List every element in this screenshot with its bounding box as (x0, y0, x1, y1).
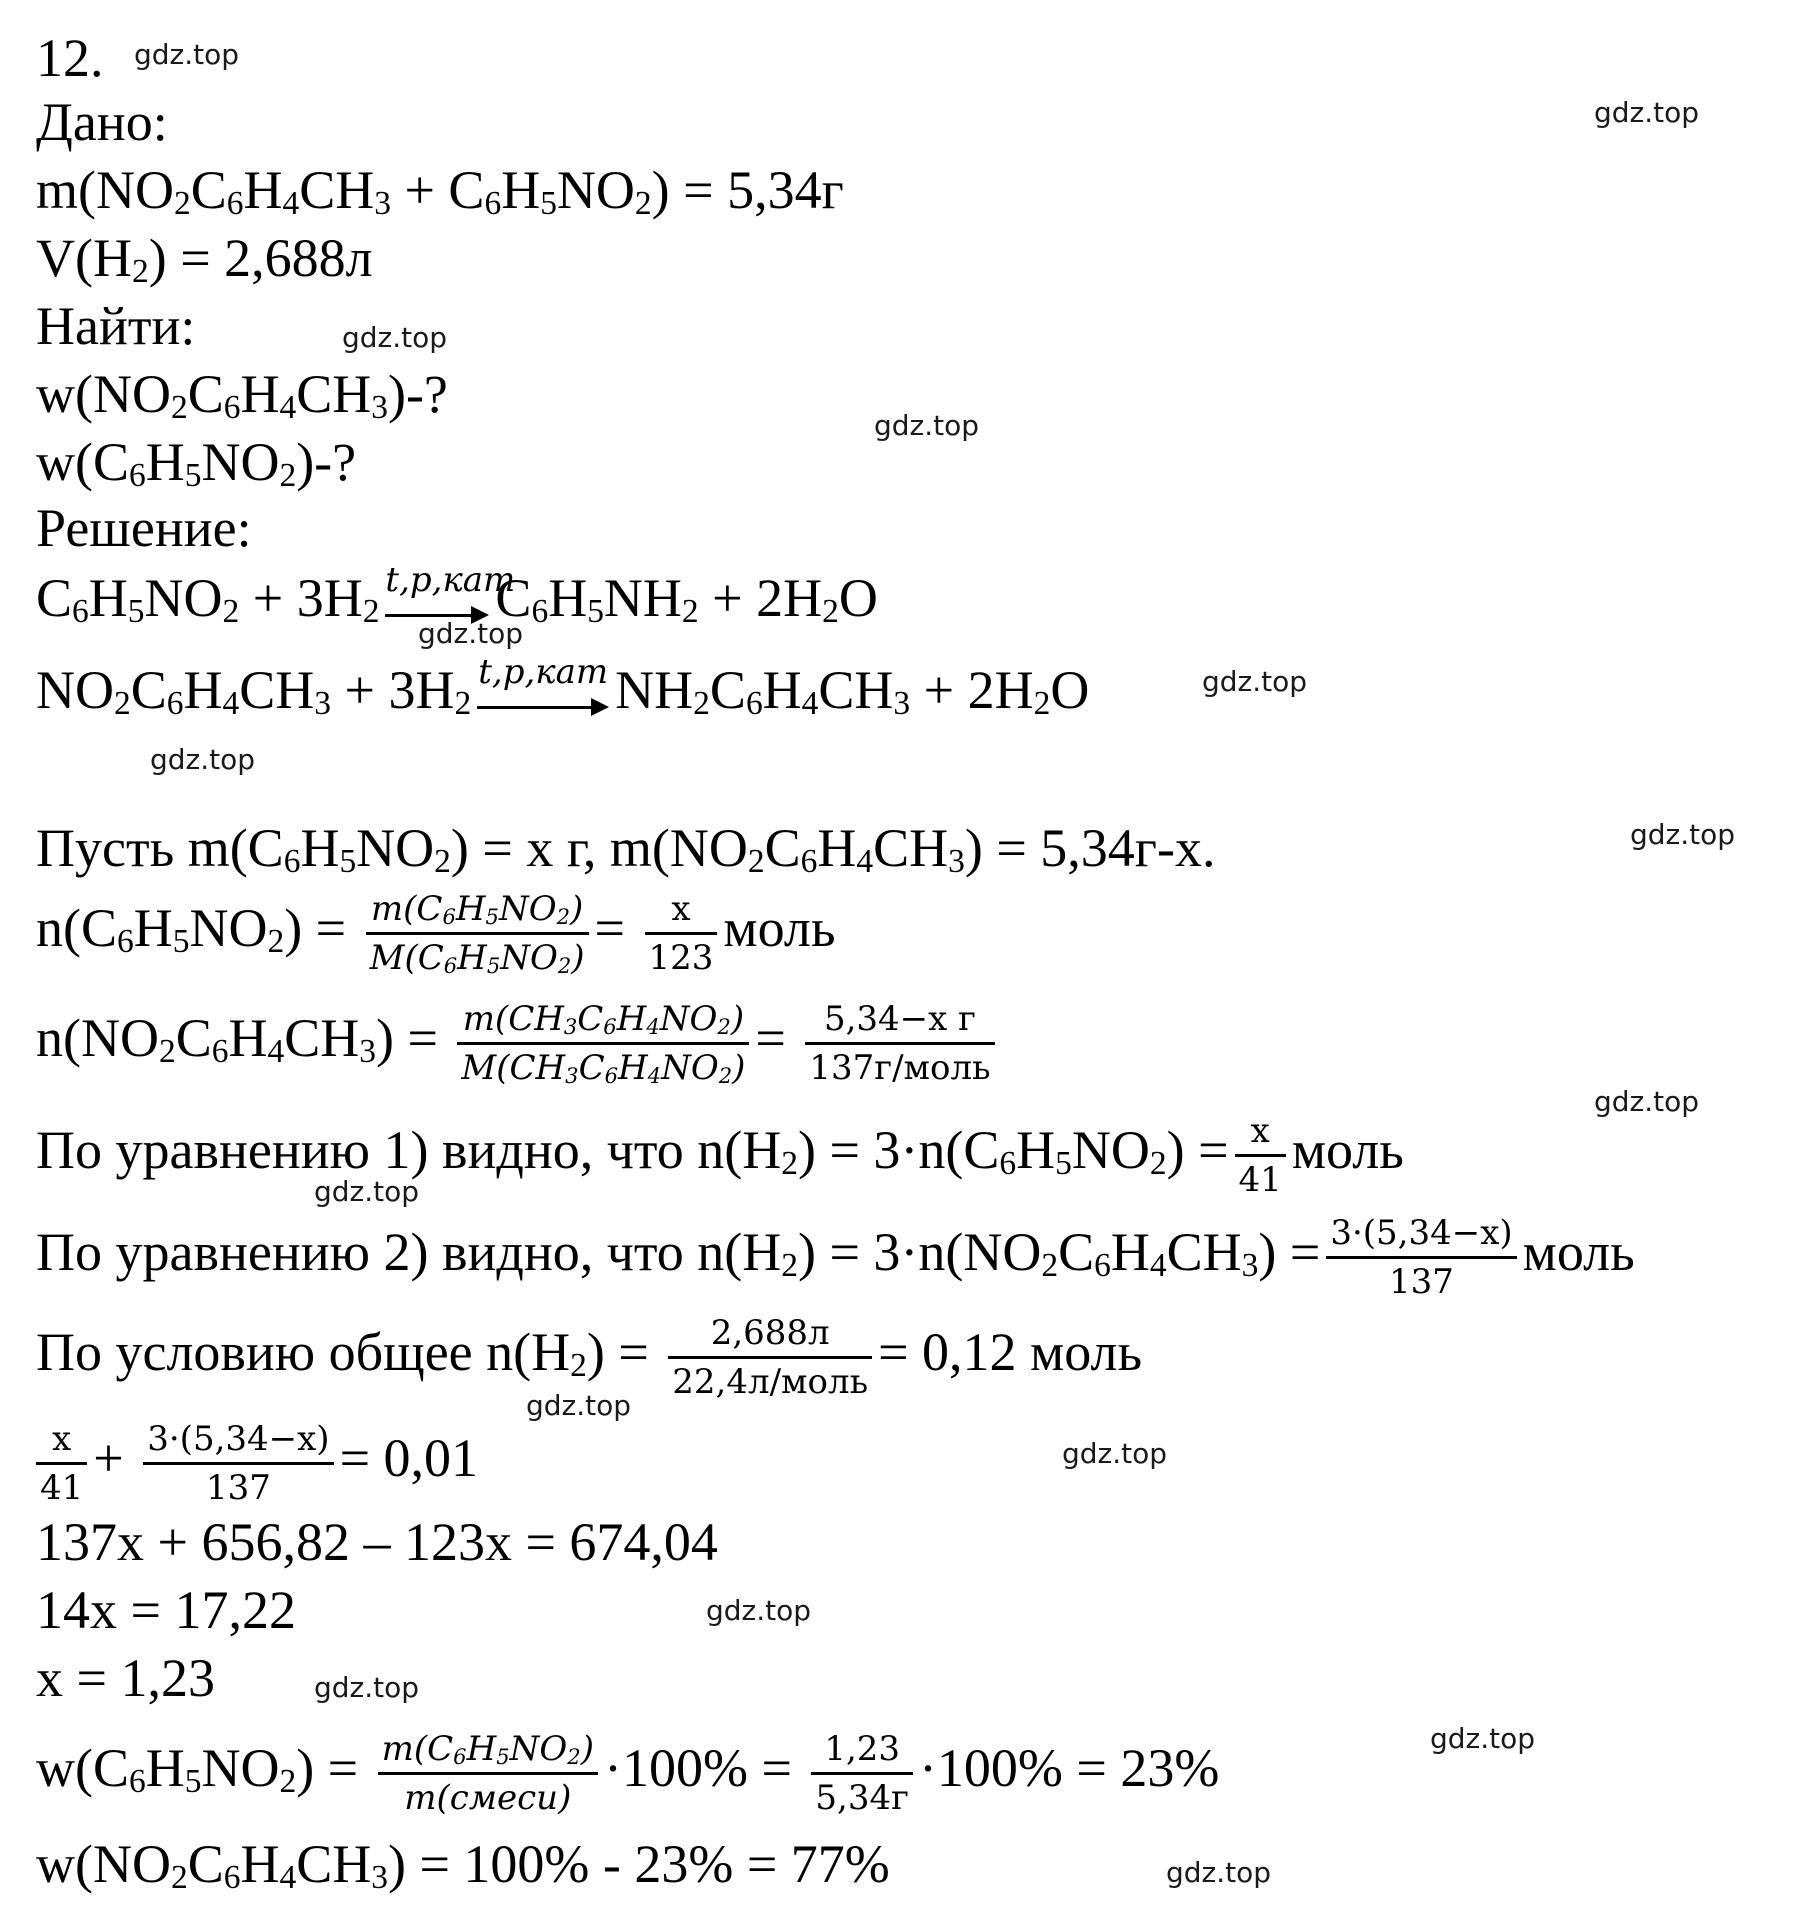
fraction: $\frac{x}{41}$ (36, 1416, 87, 1511)
problem-number: 12. (36, 28, 104, 88)
fraction: $\frac{\text{5,34−x г}}{\text{137г/моль}}$ (805, 996, 994, 1091)
watermark: gdz.top (150, 743, 256, 776)
solution-heading: Решение: (36, 498, 252, 558)
fraction: $\frac{2,688л}{\text{22,4л/моль}}$ (668, 1310, 872, 1405)
plus-sign: + (93, 1427, 124, 1488)
watermark: gdz.top (1594, 96, 1700, 129)
reaction-condition: t,p,кат (478, 652, 609, 692)
w1-result: ·100% = 23% (918, 1737, 1220, 1798)
reaction-left: $C_6H_5NO_2 + 3H_2$ (36, 568, 380, 631)
unit: моль (723, 897, 836, 958)
sum-result: = 0,01 (339, 1427, 479, 1488)
find-line: $w(NO_2C_6H_4CH_3)-$? (36, 364, 448, 427)
total-line (36, 1310, 1142, 1405)
watermark: gdz.top (314, 1175, 420, 1208)
step-2: 14x = 17,22 (36, 1580, 296, 1640)
watermark: gdz.top (418, 617, 524, 650)
given-heading: Дано: (36, 92, 168, 152)
find-line: $w(C_6H_5NO_2)-$? (36, 432, 357, 495)
watermark: gdz.top (706, 1594, 812, 1627)
watermark: gdz.top (1630, 818, 1736, 851)
watermark: gdz.top (342, 321, 448, 354)
reaction-arrow (477, 652, 609, 722)
watermark: gdz.top (314, 1671, 420, 1704)
reaction-left: $NO_2C_6H_4CH_3 + 3H_2$ (36, 660, 472, 723)
fraction: $\frac{m(CH_3C_6H_4NO_2)}{M(CH_3C_6H_4NO_2)}$ (457, 996, 749, 1091)
n2-lhs: $n(NO_2C_6H_4CH_3)$ = (36, 1007, 438, 1070)
reaction-1 (36, 560, 878, 630)
fraction: $\frac{3\cdot(5,34-x)}{137}$ (143, 1416, 333, 1511)
step-1: 137x + 656,82 – 123x = 674,04 (36, 1512, 718, 1572)
given-line: $V(H_2) = 2,688л$ (36, 228, 373, 291)
unit: моль (1522, 1221, 1635, 1282)
fraction: $\frac{m(C_6H_5NO_2)}{\text{m(смеси)}}$ (378, 1726, 598, 1821)
total-text: По условию общее $n(H_2)$ = (36, 1321, 649, 1384)
watermark: gdz.top (1202, 665, 1308, 698)
w1-lhs: $w(C_6H_5NO_2)$ = (36, 1737, 359, 1800)
watermark: gdz.top (1166, 1856, 1272, 1889)
watermark: gdz.top (1062, 1437, 1168, 1470)
step-3: x = 1,23 (36, 1648, 215, 1708)
w2-equation: $w(NO_2C_6H_4CH_3) = 100\% - 23\% = 77\%$ (36, 1834, 890, 1897)
reaction-right: $NH_2C_6H_4CH_3 + 2H_2O$ (615, 660, 1090, 723)
fraction: $\frac{x}{41}$ (1235, 1108, 1286, 1203)
eq1-text: По уравнению 1) видно, что $n(H_2) = 3\cdot n(C_6H_5NO_2)$ = (36, 1119, 1229, 1182)
find-heading: Найти: (36, 296, 196, 356)
unit: моль (1291, 1119, 1404, 1180)
watermark: gdz.top (526, 1389, 632, 1422)
watermark: gdz.top (1430, 1722, 1536, 1755)
w1-equation (36, 1726, 1219, 1821)
reaction-2 (36, 652, 1089, 722)
n1-lhs: $n(C_6H_5NO_2)$ = (36, 897, 347, 960)
eq1-line (36, 1108, 1404, 1203)
watermark: gdz.top (134, 38, 240, 71)
w1-mid: ·100% = (603, 1737, 792, 1798)
reaction-condition: t,p,кат (385, 560, 516, 600)
eq2-line (36, 1210, 1635, 1305)
fraction: $\frac{3\cdot(5,34-x)}{137}$ (1326, 1210, 1516, 1305)
reaction-arrow (385, 560, 516, 630)
fraction: $\frac{x}{123}$ (645, 886, 718, 981)
total-result: = 0,12 моль (878, 1321, 1143, 1382)
sum-equation (36, 1416, 478, 1511)
reaction-right: $C_6H_5NH_2 + 2H_2O$ (495, 568, 878, 631)
let-line: Пусть $m(C_6H_5NO_2) = x$ г, $m(NO_2C_6H_4CH_3) = 5,34г-x$. (36, 818, 1216, 881)
given-line: $m(NO_2C_6H_4CH_3 + C_6H_5NO_2) = 5,34г$ (36, 160, 844, 223)
n2-equation: $n(NO_2C_6H_4CH_3)$ = $\frac{m(CH_3C_6H_4NO_2)}{M(CH_3C_6H_4NO_2)}$ = $\frac{\text{5,34−x г}}{\text{137г/моль}}$ (36, 996, 1001, 1091)
eq2-text: По уравнению 2) видно, что $n(H_2) = 3\cdot n(NO_2C_6H_4CH_3)$ = (36, 1221, 1321, 1284)
fraction: $\frac{m(C_6H_5NO_2)}{M(C_6H_5NO_2)}$ (366, 886, 589, 981)
watermark: gdz.top (1594, 1085, 1700, 1118)
fraction: $\frac{1,23}{5,34г}$ (811, 1726, 913, 1821)
n1-equation: $n(C_6H_5NO_2)$ = $\frac{m(C_6H_5NO_2)}{M(C_6H_5NO_2)}$ = $\frac{x}{123}$ моль (36, 886, 835, 981)
watermark: gdz.top (874, 409, 980, 442)
